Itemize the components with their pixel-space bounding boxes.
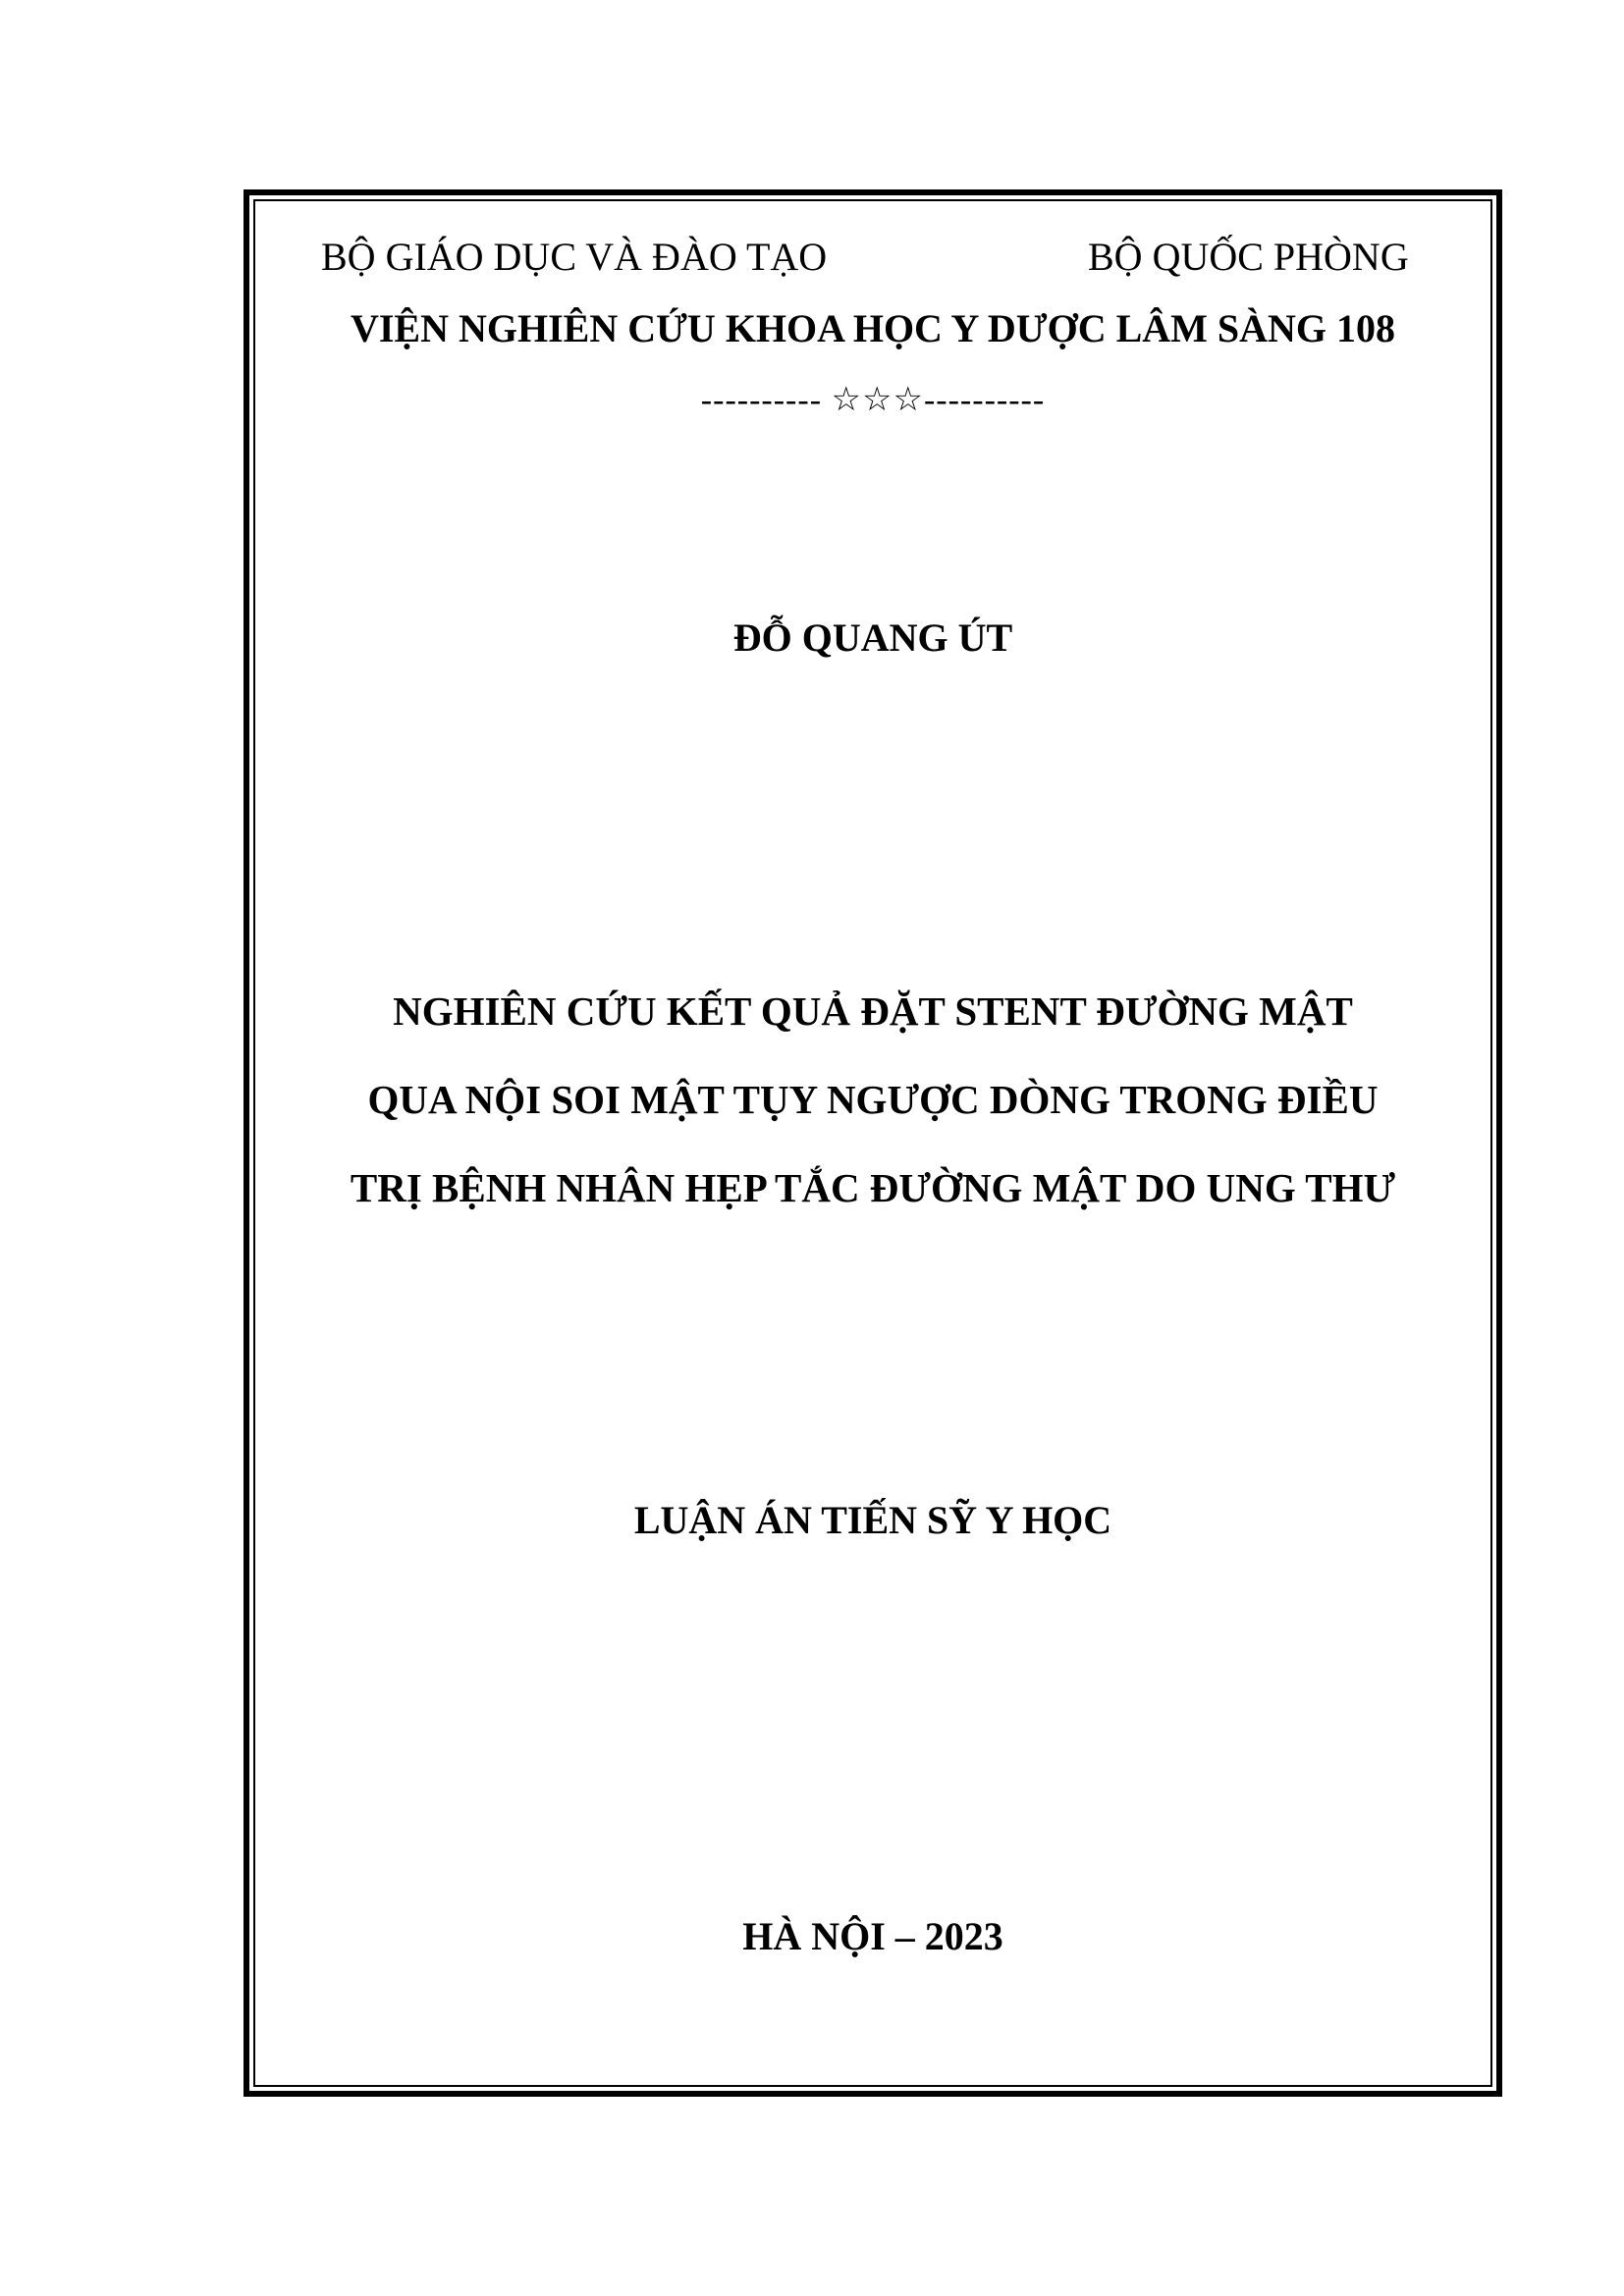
- degree-label: LUẬN ÁN TIẾN SỸ Y HỌC: [633, 1498, 1112, 1542]
- author-name: ĐỖ QUANG ÚT: [732, 615, 1013, 660]
- thesis-title-line-1: NGHIÊN CỨU KẾT QUẢ ĐẶT STENT ĐƯỜNG MẬT: [393, 988, 1353, 1034]
- star-divider: ---------- ☆☆☆----------: [700, 382, 1046, 418]
- thesis-title-line-2: QUA NỘI SOI MẬT TỤY NGƯỢC DÒNG TRONG ĐIỀU: [367, 1077, 1379, 1122]
- place-year: HÀ NỘI – 2023: [742, 1914, 1003, 1958]
- ministry-education-label: BỘ GIÁO DỤC VÀ ĐÀO TẠO: [321, 235, 828, 279]
- ministry-defense-label: BỘ QUỐC PHÒNG: [1088, 235, 1409, 279]
- thesis-title-line-3: TRỊ BỆNH NHÂN HẸP TẮC ĐƯỜNG MẬT DO UNG THƯ: [350, 1165, 1396, 1210]
- thesis-title: [253, 967, 1492, 1232]
- institute-name: VIỆN NGHIÊN CỨU KHOA HỌC Y DƯỢC LÂM SÀNG 108: [350, 306, 1396, 350]
